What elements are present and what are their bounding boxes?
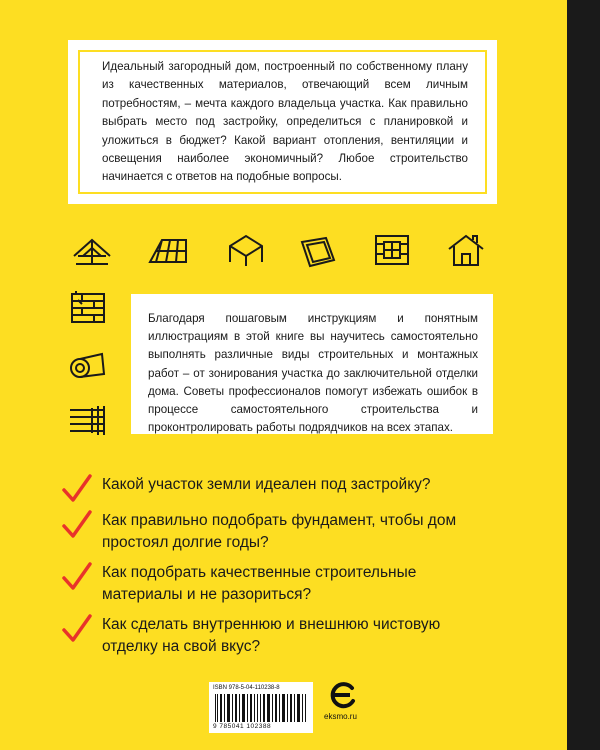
attic-roof-icon xyxy=(226,232,266,268)
intro-box xyxy=(68,40,497,204)
checkmark-icon xyxy=(62,614,92,642)
house-icon xyxy=(446,232,486,268)
roof-window-icon xyxy=(298,234,338,270)
barcode-block xyxy=(209,682,313,733)
intro-text: Идеальный загородный дом, построенный по собственному плану из качественных материалов, отвечающий всем личным потребностям, – мечта каждого владельца участка. Как правильно выбрать место под застройку, определиться с планировкой и уложиться в бюджет? Какой вариант отопления, вентиляции и освещения наиболее экономичный? Любое строительство начинается с ответов на подобные вопросы. xyxy=(102,60,468,184)
brick-wall-icon xyxy=(68,290,108,326)
publisher-logo-icon xyxy=(328,680,358,710)
checkmark-icon xyxy=(62,510,92,538)
question-text: Как сделать внутреннюю и внешнюю чистовую отделку на свой вкус? xyxy=(102,616,441,655)
question-text: Какой участок земли идеален под застройку? xyxy=(102,476,431,493)
lumber-stack-icon xyxy=(68,402,108,438)
insulation-roll-icon xyxy=(68,344,108,380)
barcode-bars xyxy=(215,694,307,722)
checkmark-icon xyxy=(62,562,92,590)
roof-truss-icon xyxy=(72,234,112,270)
wall-window-icon xyxy=(372,232,412,268)
tiled-roof-icon xyxy=(148,234,188,270)
promo-text: Благодаря пошаговым инструкциям и понятным иллюстрациям в этой книге вы научитесь самостоятельно выполнять различные виды строительных и монтажных работ – от зонирования участка до заключительной отделки дома. Советы профессионалов помогут избежать ошибок в процессе самостоятельного строительства и проконтролировать работы подрядчиков на всех этапах. xyxy=(148,312,478,435)
barcode-number: 9 785041 102388 xyxy=(213,723,272,730)
promo-box xyxy=(131,294,493,434)
isbn-text: ISBN 978-5-04-110238-8 xyxy=(213,685,280,691)
checkmark-icon xyxy=(62,474,92,502)
book-spine xyxy=(567,0,600,750)
question-text: Как подобрать качественные строительные материалы и не разориться? xyxy=(102,564,417,603)
question-text: Как правильно подобрать фундамент, чтобы дом простоял долгие годы? xyxy=(102,512,457,551)
publisher-site: eksmo.ru xyxy=(324,712,357,721)
